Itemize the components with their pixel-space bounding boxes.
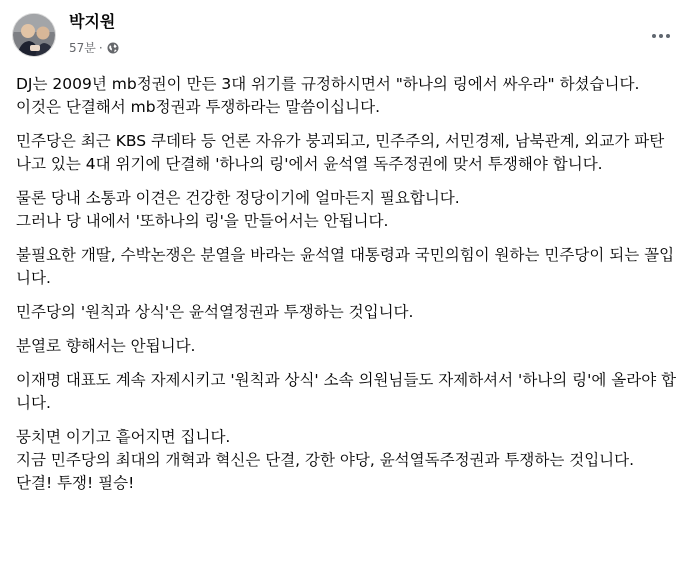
paragraph: [16, 130, 678, 176]
post-timestamp[interactable]: 57분: [69, 41, 96, 55]
text-line: 이재명 대표도 계속 자제시키고 '원칙과 상식' 소속 의원님들도 자제하셔서 '하나의 링'에 올라야 합니다.: [16, 371, 677, 412]
profile-photo: [13, 14, 56, 57]
text-line: 그러나 당 내에서 '또하나의 링'을 만들어서는 안됩니다.: [16, 212, 389, 230]
paragraph: [16, 187, 678, 233]
text-line: 민주당의 '원칙과 상식'은 윤석열정권과 투쟁하는 것입니다.: [16, 303, 414, 321]
author-name[interactable]: 박지원: [69, 12, 116, 31]
post-meta: [69, 40, 119, 56]
meta-separator: ·: [98, 41, 103, 55]
text-line: 분열로 향해서는 안됩니다.: [16, 337, 196, 355]
text-line: 단결! 투쟁! 필승!: [16, 474, 135, 492]
text-line: DJ는 2009년 mb정권이 만든 3대 위기를 규정하시면서 "하나의 링에서 싸우라" 하셨습니다.: [16, 75, 640, 93]
paragraph: [16, 244, 678, 290]
paragraph: [16, 335, 678, 358]
more-options-icon[interactable]: [649, 24, 673, 48]
paragraph: [16, 73, 678, 119]
globe-icon: [107, 42, 119, 54]
text-line: 민주당은 최근 KBS 쿠데타 등 언론 자유가 붕괴되고, 민주주의, 서민경제, 남북관계, 외교가 파탄나고 있는 4대 위기에 단결해 '하나의 링'에서 윤석열 독주정권에 맞서 투쟁해야 합니다.: [16, 132, 665, 173]
paragraph: [16, 369, 678, 415]
text-line: 불필요한 개딸, 수박논쟁은 분열을 바라는 윤석열 대통령과 국민의힘이 원하는 민주당이 되는 꼴입니다.: [16, 246, 675, 287]
post-body: [16, 73, 678, 506]
avatar[interactable]: [12, 13, 56, 57]
paragraph: [16, 426, 678, 495]
text-line: 이것은 단결해서 mb정권과 투쟁하라는 말씀이십니다.: [16, 98, 381, 116]
text-line: 지금 민주당의 최대의 개혁과 혁신은 단결, 강한 야당, 윤석열독주정권과 투쟁하는 것입니다.: [16, 451, 635, 469]
paragraph: [16, 301, 678, 324]
text-line: 물론 당내 소통과 이견은 건강한 정당이기에 얼마든지 필요합니다.: [16, 189, 460, 207]
text-line: 뭉치면 이기고 흩어지면 집니다.: [16, 428, 231, 446]
